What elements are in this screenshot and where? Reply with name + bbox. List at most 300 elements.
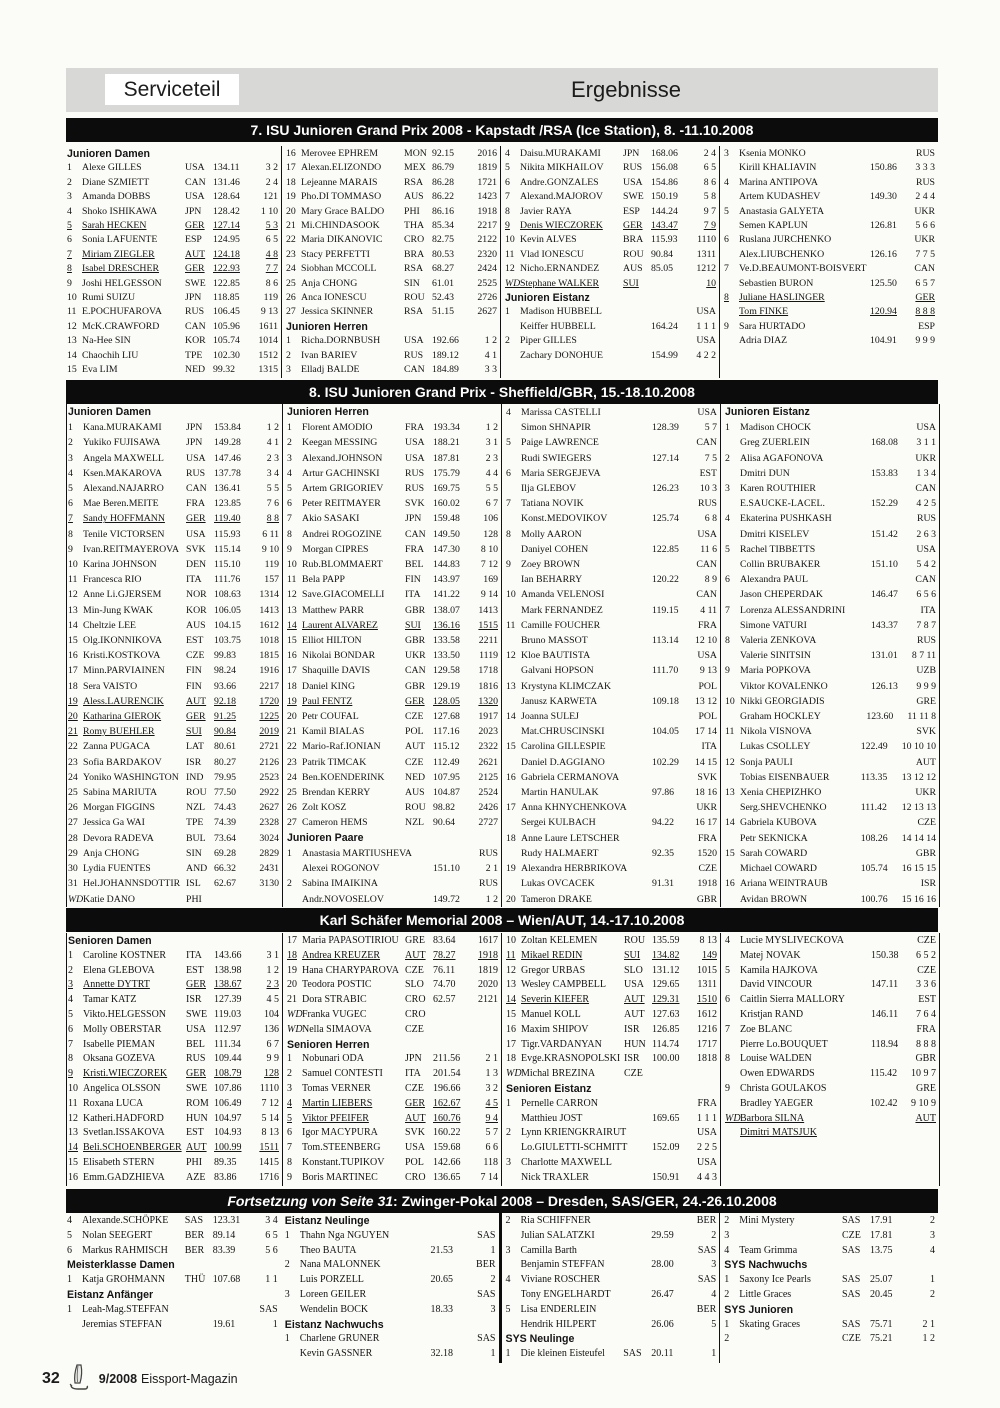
placements: 3 1 1 [916, 437, 936, 449]
pair-result-row [506, 892, 717, 907]
skater-name: Ksenia MONKO [739, 148, 806, 159]
placements: 4 [930, 1244, 935, 1256]
nation-code: NED [405, 771, 426, 783]
partner-name: Wendelin BOCK [299, 1303, 369, 1315]
rank: 2 [284, 1259, 290, 1271]
placements: 7 7 [265, 263, 278, 275]
result-row [724, 1244, 935, 1259]
pair-result-row-partner [506, 1141, 717, 1156]
nation-code: AND [186, 863, 208, 875]
skater-name: Sofia BARDAKOV [83, 756, 162, 768]
result-row [506, 978, 717, 993]
rank: 3 [284, 1288, 290, 1300]
rank: 1 [67, 162, 72, 174]
nation-code: USA [916, 422, 936, 434]
skater-name: Tomas VERNER [302, 1082, 371, 1094]
skater-name: Mary Grace BALDO [301, 205, 385, 217]
rank: 14 [68, 619, 78, 631]
rank: 10 [505, 234, 515, 246]
skater-name: Alexandra HERBRIKOVA [521, 863, 628, 875]
skater-name: Maxim SHIPOV [521, 1023, 589, 1035]
skater-name: Mario-Raf.IONIAN [302, 741, 381, 753]
rank: 2 [724, 1215, 730, 1226]
rank: 2 [68, 964, 73, 976]
result-row [505, 205, 716, 219]
rank: 2 [725, 452, 730, 464]
placements: 4 [711, 1288, 717, 1300]
rank: 19 [287, 964, 297, 976]
skater-name: Konstant.TUPIKOV [302, 1156, 385, 1168]
results-column [281, 1213, 499, 1363]
placements: 2328 [259, 817, 279, 829]
skater-name: Save.GIACOMELLI [302, 589, 385, 601]
score: 104.93 [214, 1127, 242, 1139]
nation-code: JPN [405, 513, 422, 525]
pair-result-row-partner [725, 1126, 936, 1141]
placements: 6 5 [265, 234, 278, 246]
pair-result-row-partner [67, 1318, 278, 1333]
rank: 6 [68, 498, 73, 510]
pair-result-row [724, 291, 935, 305]
skater-name: Nikolai BONDAR [302, 650, 376, 662]
score: 136.41 [214, 483, 241, 495]
placements: 1815 [259, 650, 279, 662]
skater-name: Javier RAYA [520, 205, 572, 217]
nation-code: FRA [697, 1097, 717, 1109]
results-section-sheffield [66, 404, 940, 907]
nation-code: GER [405, 1097, 425, 1109]
placements: 2126 [259, 756, 279, 768]
placements: 157 [264, 574, 279, 586]
skater-name: Andrei ROGOZINE [302, 528, 382, 540]
rank: 8 [725, 1053, 730, 1065]
result-row [287, 466, 498, 481]
result-row [286, 190, 497, 204]
result-row [68, 949, 279, 964]
partner-name: Jason CHEPERDAK [740, 589, 824, 601]
rank: 19 [287, 695, 297, 707]
placements: 4 2 2 [696, 349, 716, 361]
nation-code: BRA [623, 234, 644, 246]
nation-code: FRA [697, 832, 717, 844]
pair-result-row-partner [725, 892, 936, 907]
skater-name: Ariana WEINTRAUB [740, 878, 828, 890]
pair-result-row [725, 846, 936, 861]
placements: 15 16 16 [901, 893, 936, 905]
score: 189.12 [432, 349, 459, 361]
placements: 2431 [259, 863, 279, 875]
nation-code: SIN [404, 277, 420, 289]
result-row [287, 1141, 498, 1156]
nation-code: UKR [915, 452, 936, 464]
score: 136.65 [433, 1171, 461, 1183]
rank: 1 [68, 422, 73, 434]
partner-name: Collin BRUBAKER [740, 559, 821, 571]
skater-name: Lisa ENDERLEIN [520, 1303, 597, 1315]
skater-name: Camille FOUCHER [521, 619, 601, 631]
placements: 1212 [696, 263, 716, 275]
rank: 2 [68, 437, 73, 449]
partner-name: Bradley YAEGER [740, 1097, 814, 1109]
pair-result-row-partner [724, 305, 935, 319]
result-row [68, 420, 279, 435]
placements: 1413 [259, 604, 279, 616]
placements: 3 2 [485, 1082, 498, 1094]
result-row [287, 496, 498, 511]
score: 150.86 [870, 162, 897, 174]
placements: 8 6 [265, 277, 278, 289]
placements: 1015 [697, 964, 717, 976]
placements: 9 4 [485, 1112, 498, 1124]
rank: 20 [68, 711, 78, 723]
skater-name: Alexand.JOHNSON [302, 452, 383, 464]
rank: 9 [287, 1171, 292, 1183]
score: 89.35 [214, 1156, 237, 1168]
rank: WD [68, 893, 84, 905]
score: 126.85 [652, 1023, 680, 1035]
category-header: SYS Neulinge [505, 1333, 575, 1346]
rank: 5 [287, 483, 292, 495]
score: 151.10 [433, 863, 460, 875]
nation-code: AUT [405, 741, 426, 753]
partner-name: Luis PORZELL [299, 1274, 364, 1286]
result-row [506, 1038, 717, 1053]
result-row [68, 1038, 279, 1053]
rank: 8 [725, 635, 730, 647]
pair-result-row-partner [725, 527, 936, 542]
result-row [506, 1052, 717, 1067]
nation-code: ESP [185, 234, 202, 246]
nation-code: SVK [916, 726, 936, 738]
nation-code: NED [185, 364, 206, 376]
result-row [286, 291, 497, 305]
nation-code: USA [696, 1127, 717, 1139]
rank: 24 [287, 771, 297, 783]
nation-code: UZB [916, 665, 936, 677]
rank: 2 [287, 437, 292, 449]
skater-name: Shaquille DAVIS [302, 665, 371, 677]
rank: 7 [725, 1023, 730, 1035]
score: 32.18 [430, 1348, 453, 1360]
nation-code: CRO [405, 1171, 426, 1183]
rank: 18 [68, 680, 78, 692]
nation-code: CAN [696, 589, 717, 601]
rank: 1 [505, 306, 510, 318]
partner-name: Sebastien BURON [739, 277, 814, 289]
skater-name: Jessica SKINNER [301, 306, 374, 318]
rank: 3 [724, 148, 729, 159]
skater-name: Sabina MARIUTA [83, 787, 158, 799]
rank: 5 [505, 1303, 511, 1315]
skater-name: Sarah COWARD [740, 847, 808, 859]
score: 76.11 [433, 964, 456, 976]
rank: 14 [506, 994, 516, 1006]
rank: 3 [287, 1082, 292, 1094]
skater-name: Vikto.HELGESSON [83, 1008, 167, 1020]
result-row [287, 694, 498, 709]
skater-name: Francesca RIO [83, 574, 142, 586]
result-row [287, 785, 498, 800]
pair-result-row [506, 770, 717, 785]
partner-name: Daniel D.AGGIANO [521, 756, 605, 768]
pair-result-row-partner [725, 557, 936, 572]
rank: 9 [725, 665, 730, 677]
skater-name: Barbora SILNA [740, 1112, 805, 1124]
score: 109.18 [652, 695, 679, 707]
placements: 17 14 [694, 726, 717, 738]
placements: 9 10 [261, 543, 279, 555]
result-row [67, 291, 278, 305]
score: 109.44 [214, 1053, 242, 1065]
skater-name: Viviane ROSCHER [520, 1274, 601, 1286]
skater-name: Gabriela KUBOVA [740, 817, 817, 829]
nation-code: GBR [405, 635, 426, 647]
rank: 4 [67, 205, 72, 217]
result-row [68, 815, 279, 830]
banner-zwinger-text: : Zwinger-Pokal 2008 – Dresden, SAS/GER, 24.-26.10.2008 [393, 1193, 777, 1209]
placements: 1819 [477, 162, 497, 174]
partner-name: Sergei KULBACH [521, 817, 596, 829]
skater-name: Amanda DOBBS [82, 191, 151, 203]
result-row [287, 648, 498, 663]
skater-name: Tameron DRAKE [521, 893, 592, 905]
nation-code: LAT [186, 741, 204, 753]
rank: 6 [68, 1023, 73, 1035]
rank: 6 [287, 1127, 292, 1139]
placements: 4 11 [700, 604, 717, 616]
score: 62.67 [214, 878, 237, 890]
score: 146.47 [871, 589, 898, 601]
score: 143.66 [214, 949, 242, 961]
result-row [506, 1023, 717, 1038]
skater-name: Ivan BARIEV [301, 349, 358, 361]
pair-result-row-partner [725, 770, 936, 785]
partner-name: Matthieu JOST [521, 1112, 583, 1124]
score: 201.54 [433, 1068, 461, 1080]
placements: 4 8 [265, 248, 278, 260]
nation-code: GBR [915, 1053, 936, 1065]
score: 106.45 [213, 306, 240, 318]
pair-result-row [725, 420, 936, 435]
nation-code: RUS [185, 306, 205, 318]
rank: 27 [287, 817, 297, 829]
nation-code: RSA [404, 263, 424, 275]
placements: 1110 [259, 1082, 279, 1094]
placements: 3 3 6 [916, 979, 936, 991]
placements: 1311 [697, 979, 717, 991]
rank: 5 [67, 1229, 72, 1241]
score: 111.76 [214, 574, 241, 586]
nation-code: PHI [186, 1156, 203, 1168]
skater-name: Kristi.WIECZOREK [83, 1068, 168, 1080]
placements: 3 [930, 1229, 935, 1241]
result-row [287, 1008, 498, 1023]
skater-name: Katja GROHMANN [82, 1274, 166, 1286]
result-row [67, 190, 278, 204]
rank: 5 [287, 1112, 292, 1124]
result-row [68, 481, 279, 496]
score: 92.15 [432, 148, 455, 159]
score: 138.98 [214, 964, 242, 976]
score: 108.63 [214, 589, 241, 601]
score: 128.64 [213, 191, 240, 203]
rank: 25 [286, 277, 296, 289]
rank: 7 [287, 513, 292, 525]
skater-name: Sarah HECKEN [82, 220, 147, 232]
rank: 4 [506, 407, 511, 418]
rank: 13 [506, 979, 516, 991]
rank: 10 [67, 292, 77, 304]
skater-name: Minn.PARVIAINEN [83, 665, 165, 677]
placements: 1716 [259, 1171, 279, 1183]
score: 75.71 [870, 1318, 893, 1330]
placements: 3 4 [266, 467, 279, 479]
page-header [66, 68, 938, 112]
issue-label: 9/2008 [98, 1372, 138, 1386]
nation-code: CZE [698, 863, 717, 875]
pair-result-row-partner [285, 1244, 496, 1259]
result-row [287, 435, 498, 450]
skater-name: Hel.JOHANNSDOTTIR [83, 878, 181, 890]
result-row [287, 978, 498, 993]
rank: 20 [286, 205, 296, 217]
pair-result-row-partner [724, 219, 935, 233]
rank: 1 [68, 949, 73, 961]
score: 51.15 [432, 306, 455, 318]
rank: 11 [287, 574, 297, 586]
partner-name: Rudy HALMAERT [521, 847, 599, 859]
rank: 10 [506, 589, 516, 601]
placements: 2217 [477, 220, 497, 232]
result-row [286, 161, 497, 175]
result-row [67, 219, 278, 233]
nation-code: EST [699, 467, 717, 479]
rank: 23 [287, 756, 297, 768]
placements: 4 1 [484, 349, 497, 361]
score: 98.24 [214, 665, 237, 677]
result-row [67, 1214, 278, 1229]
score: 99.83 [214, 650, 237, 662]
placements: 1415 [259, 1156, 279, 1168]
rank: 4 [725, 513, 730, 525]
skater-name: Lorenza ALESSANDRINI [740, 604, 846, 616]
score: 102.29 [652, 756, 679, 768]
rank: 6 [724, 234, 729, 246]
skater-name: Marina ANTIPOVA [739, 176, 819, 188]
pair-result-row-partner [285, 1303, 496, 1318]
pair-result-row [67, 1303, 278, 1318]
score: 104.15 [214, 619, 241, 631]
results-column [282, 404, 501, 907]
nation-code: GRE [916, 695, 936, 707]
placements: 16 15 15 [901, 863, 936, 875]
skater-name: Emm.GADZHIEVA [83, 1171, 165, 1183]
result-row [287, 709, 498, 724]
skater-name: Eva LIM [82, 364, 118, 376]
result-row [68, 1067, 279, 1082]
result-row [68, 511, 279, 526]
nation-code: SUI [624, 949, 641, 961]
score: 133.50 [433, 650, 460, 662]
partner-name: Avidan BROWN [740, 893, 808, 905]
score: 106.49 [214, 1097, 242, 1109]
score: 104.87 [433, 787, 460, 799]
score: 126.13 [871, 680, 898, 692]
nation-code: USA [696, 306, 716, 318]
rank: 13 [68, 604, 78, 616]
nation-code: EST [918, 994, 936, 1006]
category-header: Eistanz Anfänger [67, 1288, 154, 1301]
result-row [286, 176, 497, 190]
rank: 25 [287, 787, 297, 799]
nation-code: CAN [405, 528, 426, 540]
result-row [68, 964, 279, 979]
pair-result-row-partner [506, 1171, 717, 1186]
pair-result-row-partner [506, 815, 717, 830]
result-row [68, 466, 279, 481]
rank: 25 [68, 787, 78, 799]
placements: 4 1 [266, 437, 279, 449]
skater-name: Zoe BLANC [740, 1023, 792, 1035]
nation-code: RUS [186, 467, 206, 479]
result-row [68, 1156, 279, 1171]
score: 79.95 [214, 771, 237, 783]
skater-name: Christa GOULAKOS [740, 1082, 827, 1094]
placements: 1423 [477, 191, 497, 203]
rank: 12 [67, 320, 77, 332]
skater-name: Anna KHNYCHENKOVA [521, 802, 627, 814]
rank: 10 [68, 1082, 78, 1094]
result-row [287, 420, 498, 435]
score: 129.58 [433, 665, 460, 677]
placements: 2122 [477, 234, 497, 246]
rank: 15 [506, 1008, 516, 1020]
pair-result-row [724, 262, 935, 276]
partner-name: Tony ENGELHARDT [520, 1288, 611, 1300]
result-row [506, 934, 717, 949]
result-row [287, 815, 498, 830]
rank: 12 [725, 756, 735, 768]
placements: 7 12 [261, 1097, 279, 1109]
skater-name: Katie DANO [83, 893, 135, 905]
pair-result-row-partner [725, 978, 936, 993]
score: 104.97 [214, 1112, 242, 1124]
result-row [68, 1097, 279, 1112]
rank: 7 [67, 248, 72, 260]
rank: 18 [286, 176, 296, 188]
nation-code: AUT [405, 949, 426, 961]
nation-code: EST [186, 964, 204, 976]
rank: 2 [505, 1215, 511, 1226]
placements: 9 9 [266, 1053, 279, 1065]
placements: 1 1 [265, 1274, 278, 1286]
nation-code: RUS [916, 635, 936, 647]
skater-name: Nikola VISNOVA [740, 726, 812, 738]
placements: 2 4 [703, 148, 716, 159]
placements: 9 7 [703, 205, 716, 217]
pair-result-row [725, 1023, 936, 1038]
score: 91.31 [652, 878, 675, 890]
score: 175.79 [433, 467, 460, 479]
skater-name: Madison HUBBELL [520, 306, 602, 318]
nation-code: NOR [186, 589, 207, 601]
placements: 2 [930, 1288, 935, 1300]
pair-result-row-partner [725, 1067, 936, 1082]
rank: 5 [725, 543, 730, 555]
nation-code: UKR [696, 802, 717, 814]
pair-result-row-partner [506, 1112, 717, 1127]
skater-name: E.POCHUFAROVA [82, 306, 162, 318]
